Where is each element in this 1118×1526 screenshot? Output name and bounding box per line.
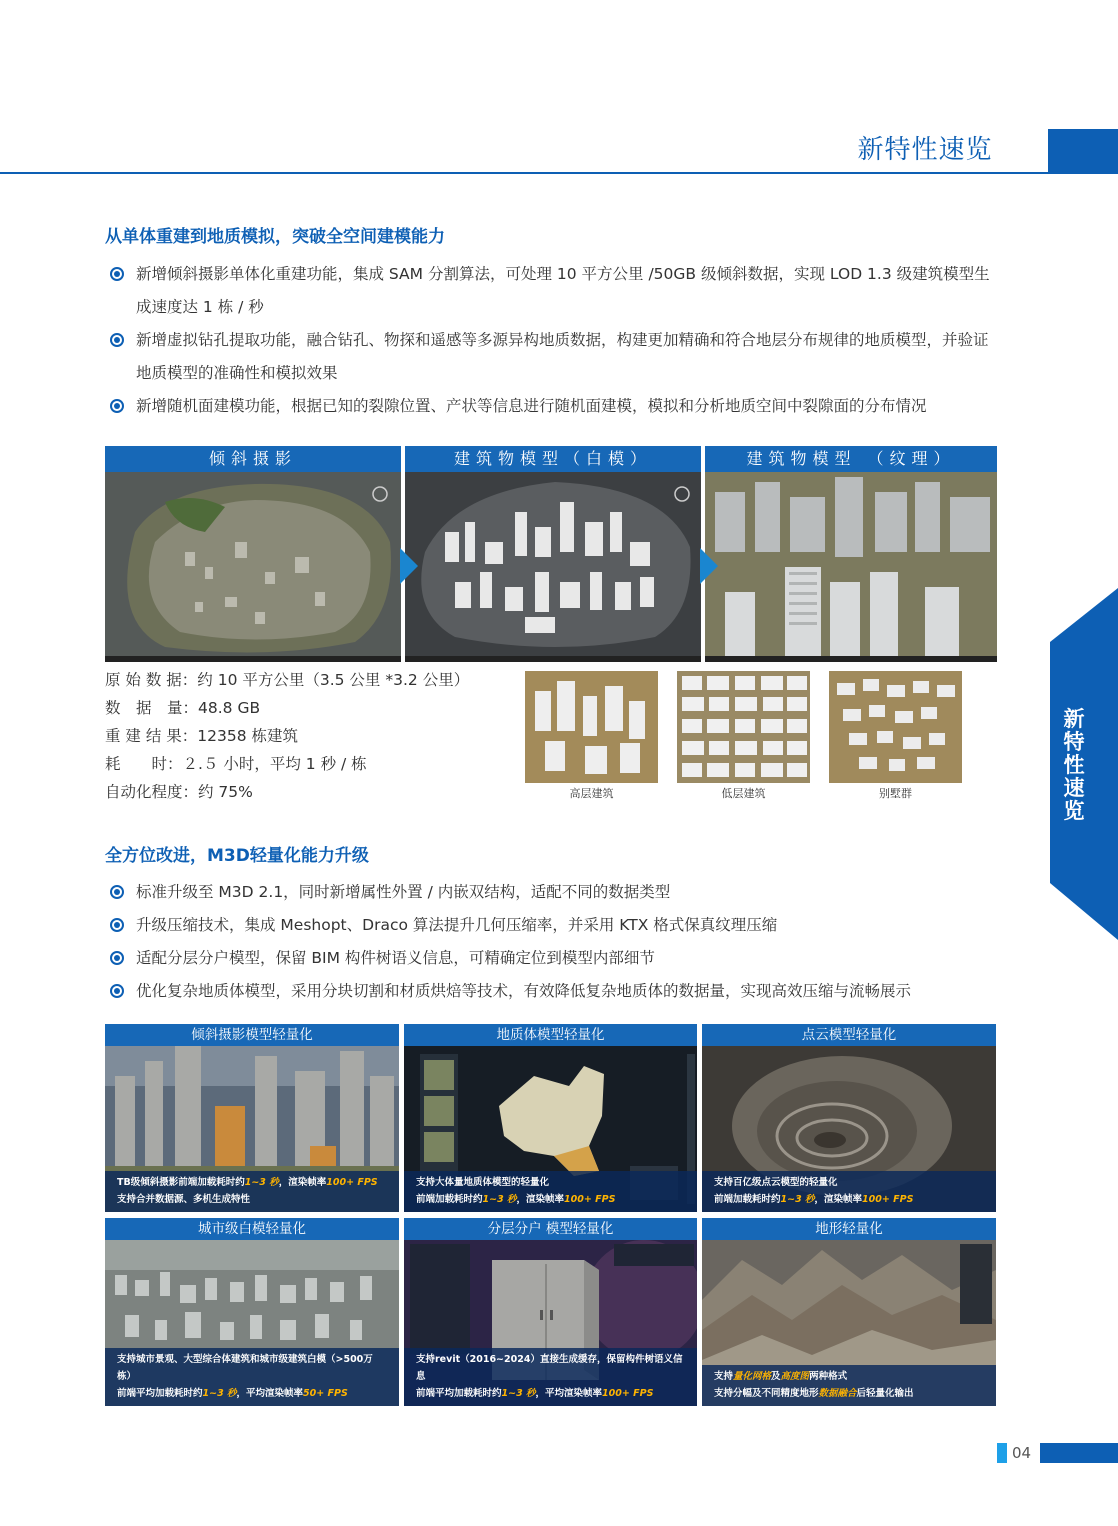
grid-header-terrain: 地形轻量化	[702, 1218, 996, 1240]
stat-row: 重 建 结 果：12358 栋建筑	[105, 727, 299, 745]
section1-title: 从单体重建到地质模拟，突破全空间建模能力	[105, 227, 445, 247]
grid-caption: 支持量化网格及高度图两种格式 支持分幅及不同精度地形数据融合后轻量化输出	[702, 1365, 996, 1406]
bullet-icon	[110, 951, 124, 965]
textured-model-image	[705, 472, 997, 662]
page-number-marker	[997, 1443, 1007, 1463]
grid-header-pointcloud: 点云模型轻量化	[702, 1024, 996, 1046]
bullet-icon	[110, 399, 124, 413]
grid-caption: 支持百亿级点云模型的轻量化 前端加载耗时约1~3 秒，渲染帧率100+ FPS	[702, 1171, 996, 1212]
panel-header-oblique: 倾斜摄影	[105, 446, 401, 472]
section1-bullet-list	[108, 258, 1003, 423]
section2-bullet-list	[108, 876, 1003, 1008]
grid-header-bim: 分层分户 模型轻量化	[404, 1218, 697, 1240]
arrow-right-icon	[400, 548, 418, 584]
geology-lightweight-image	[404, 1046, 697, 1212]
city-white-model-image	[105, 1240, 399, 1406]
page-number: 04	[1012, 1444, 1032, 1462]
list-item: 新增倾斜摄影单体化重建功能，集成 SAM 分割算法，可处理 10 平方公里 /50GB 级倾斜数据，实现 LOD 1.3 级建筑模型生成速度达 1 栋 / 秒	[108, 258, 1003, 324]
terrain-lightweight-image	[702, 1240, 996, 1406]
list-item: 适配分层分户模型，保留 BIM 构件树语义信息，可精确定位到模型内部细节	[108, 942, 1003, 975]
list-item: 新增虚拟钻孔提取功能，融合钻孔、物探和遥感等多源异构地质数据，构建更加精确和符合地层分布规律的地质模型，并验证地质模型的准确性和模拟效果	[108, 324, 1003, 390]
pointcloud-lightweight-image	[702, 1046, 996, 1212]
thumb-caption: 低层建筑	[721, 787, 766, 800]
grid-caption: 支持大体量地质体模型的轻量化 前端加载耗时约1~3 秒，渲染帧率100+ FPS	[404, 1171, 697, 1212]
reconstruction-stats	[105, 666, 525, 806]
bullet-icon	[110, 885, 124, 899]
arrow-right-icon	[700, 548, 718, 584]
bullet-icon	[110, 267, 124, 281]
header-accent-block	[1048, 129, 1118, 174]
footer-accent-bar	[1040, 1443, 1118, 1463]
panel-header-white-model: 建筑物模型（白模）	[405, 446, 701, 472]
stat-row: 原 始 数 据：约 10 平方公里（3.5 公里 *3.2 公里）	[105, 671, 470, 689]
bullet-icon	[110, 918, 124, 932]
side-section-tab	[1050, 588, 1118, 940]
grid-caption: TB级倾斜摄影前端加载耗时约1~3 秒，渲染帧率100+ FPS 支持合并数据源、多机生成特性	[105, 1171, 399, 1212]
bullet-icon	[110, 333, 124, 347]
bullet-icon	[110, 984, 124, 998]
list-item: 新增随机面建模功能，根据已知的裂隙位置、产状等信息进行随机面建模，模拟和分析地质空间中裂隙面的分布情况	[108, 390, 1003, 423]
stat-row: 数 据 量：48.8 GB	[105, 699, 261, 717]
stat-row: 自动化程度：约 75%	[105, 783, 253, 801]
grid-caption: 支持城市景观、大型综合体建筑和城市级建筑白模（>500万栋） 前端平均加载耗时约1~3 秒，平均渲染帧率50+ FPS	[105, 1348, 399, 1406]
stat-row: 耗 时：２.５ 小时，平均 1 秒 / 栋	[105, 755, 367, 773]
section2-title: 全方位改进，M3D轻量化能力升级	[105, 846, 369, 866]
bim-household-image	[404, 1240, 697, 1406]
panel-header-textured-model: 建筑物模型 （纹理）	[705, 446, 997, 472]
page-header-title: 新特性速览	[857, 135, 993, 165]
thumb-low-rise	[677, 671, 810, 783]
grid-caption: 支持revit（2016~2024）直接生成缓存，保留构件树语义信息 前端平均加载耗时约1~3 秒，平均渲染帧率100+ FPS	[404, 1348, 697, 1406]
thumb-caption: 高层建筑	[569, 787, 614, 800]
grid-header-geology: 地质体模型轻量化	[404, 1024, 697, 1046]
grid-header-oblique: 倾斜摄影模型轻量化	[105, 1024, 399, 1046]
oblique-photo-image	[105, 472, 401, 662]
thumb-high-rise	[525, 671, 658, 783]
grid-header-city: 城市级白模轻量化	[105, 1218, 399, 1240]
oblique-lightweight-image	[105, 1046, 399, 1212]
header-rule	[0, 172, 1118, 174]
list-item: 标准升级至 M3D 2.1，同时新增属性外置 / 内嵌双结构，适配不同的数据类型	[108, 876, 1003, 909]
side-tab-label: 新 特 性 速 览	[1063, 707, 1085, 823]
white-model-image	[405, 472, 701, 662]
thumb-villas	[829, 671, 962, 783]
list-item: 优化复杂地质体模型，采用分块切割和材质烘焙等技术，有效降低复杂地质体的数据量，实现高效压缩与流畅展示	[108, 975, 1003, 1008]
list-item: 升级压缩技术，集成 Meshopt、Draco 算法提升几何压缩率，并采用 KTX 格式保真纹理压缩	[108, 909, 1003, 942]
thumb-caption: 别墅群	[879, 787, 912, 800]
